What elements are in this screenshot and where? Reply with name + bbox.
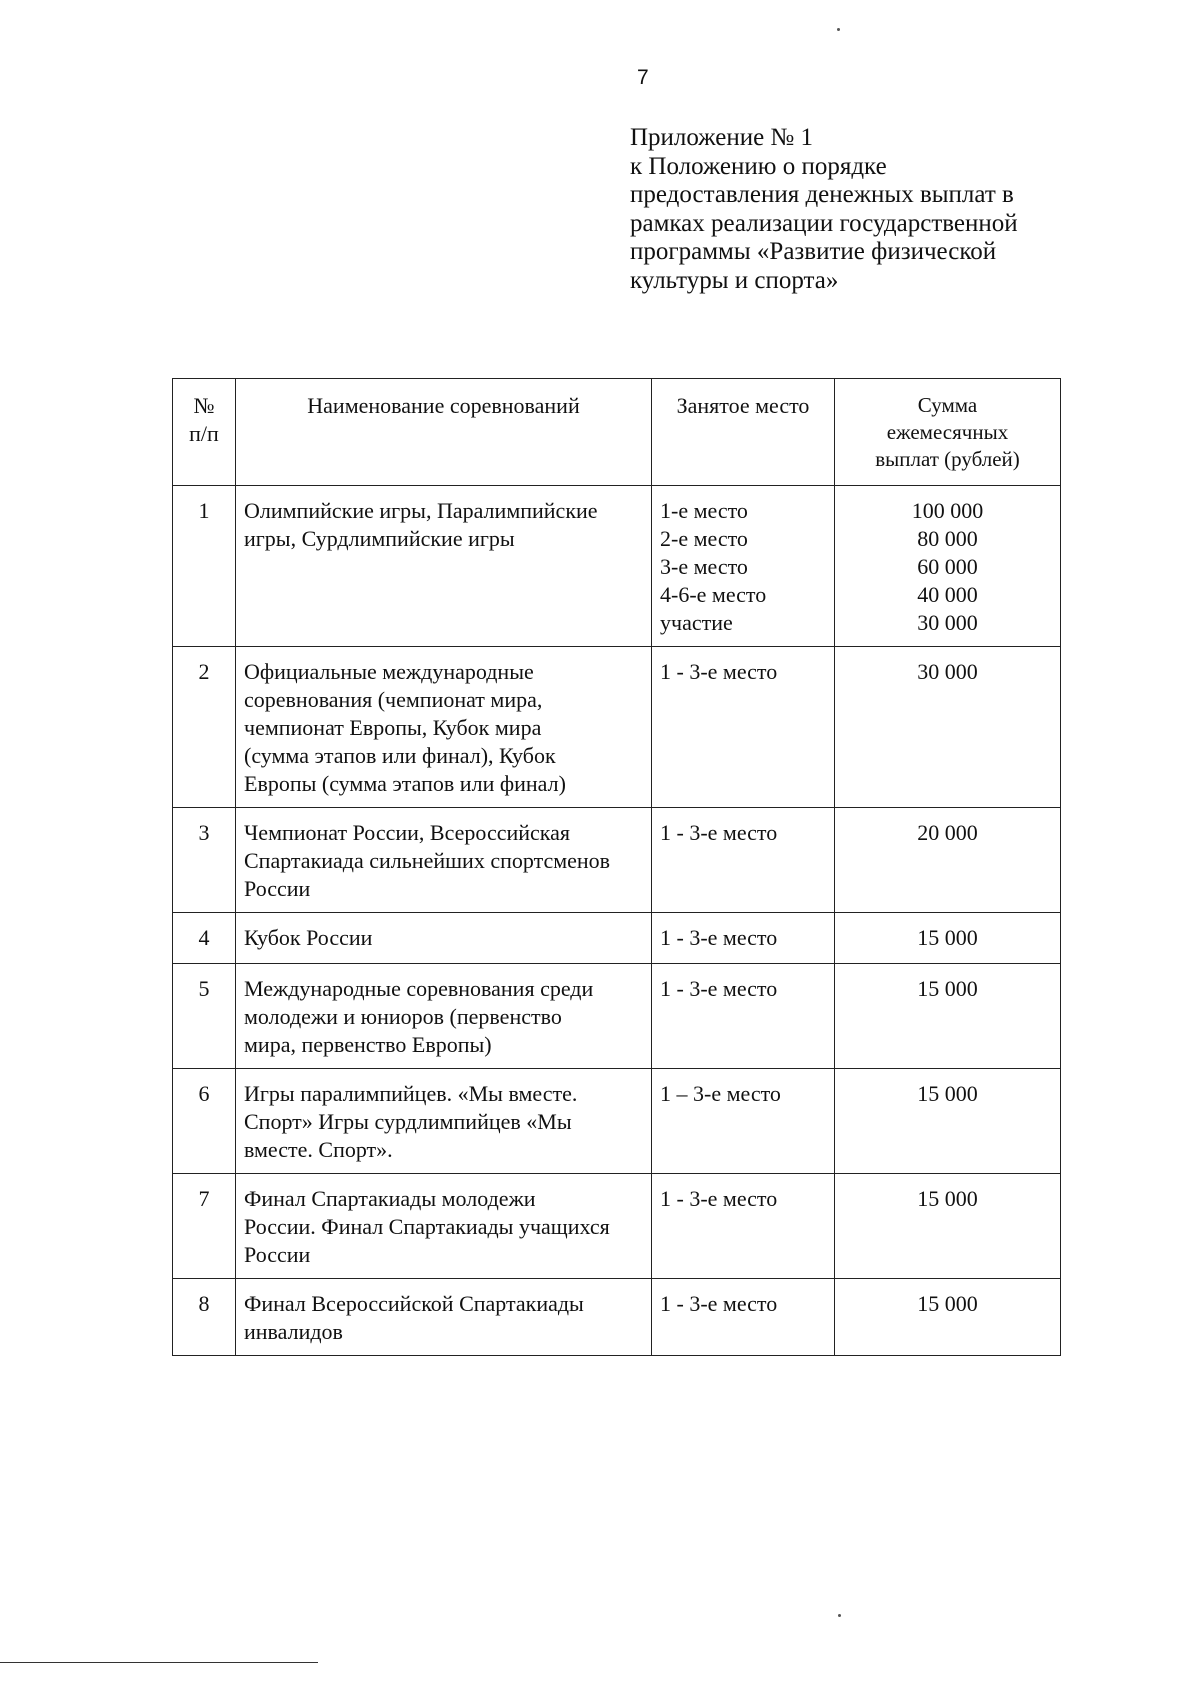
- competition-name-cell: [236, 808, 652, 913]
- appendix-line: культуры и спорта»: [630, 266, 839, 294]
- sum-cell: [835, 964, 1061, 1069]
- competition-name-line: Европы (сумма этапов или финал): [244, 771, 566, 796]
- competition-name-line: Спартакиада сильнейших спортсменов: [244, 848, 611, 873]
- page-number: 7: [637, 66, 649, 89]
- row-number: 7: [198, 1186, 210, 1211]
- row-number: 6: [198, 1081, 210, 1106]
- payments-table: [172, 378, 1061, 1356]
- table-row: [173, 808, 1061, 913]
- place-cell: [652, 808, 835, 913]
- competition-name-line: Олимпийские игры, Паралимпийские: [244, 498, 598, 523]
- place-value: 4-6-е место: [660, 582, 767, 607]
- place-cell: [652, 1174, 835, 1279]
- competition-name-line: России: [244, 1242, 311, 1267]
- sum-value: 30 000: [917, 610, 978, 635]
- header-number: [173, 379, 236, 486]
- appendix-heading: [630, 124, 1090, 295]
- header-place: [652, 379, 835, 486]
- place-value: 1 - 3-е место: [660, 1291, 778, 1316]
- row-number: 8: [198, 1291, 210, 1316]
- header-number-line: №: [193, 393, 215, 418]
- row-number-cell: [173, 913, 236, 964]
- competition-name-line: (сумма этапов или финал), Кубок: [244, 743, 556, 768]
- appendix-line: предоставления денежных выплат в: [630, 181, 1014, 208]
- place-value: 3-е место: [660, 554, 748, 579]
- place-value: 1 - 3-е место: [660, 1186, 778, 1211]
- sum-value: 20 000: [917, 820, 978, 845]
- place-value: 1-е место: [660, 498, 748, 523]
- competition-name-cell: [236, 1279, 652, 1356]
- header-sum-line: выплат (рублей): [875, 447, 1020, 471]
- footer-rule: [0, 1662, 318, 1663]
- row-number: 2: [198, 659, 210, 684]
- row-number-cell: [173, 964, 236, 1069]
- table-row: [173, 1069, 1061, 1174]
- competition-name-line: Международные соревнования среди: [244, 976, 594, 1001]
- table-row: [173, 486, 1061, 647]
- appendix-line: рамках реализации государственной: [630, 209, 1018, 237]
- place-cell: [652, 647, 835, 808]
- competition-name-line: молодежи и юниоров (первенство: [244, 1004, 562, 1029]
- sum-value: 15 000: [917, 1081, 978, 1106]
- competition-name-cell: [236, 1069, 652, 1174]
- row-number-cell: [173, 808, 236, 913]
- row-number-cell: [173, 647, 236, 808]
- competition-name-line: вместе. Спорт».: [244, 1137, 393, 1162]
- place-cell: [652, 1069, 835, 1174]
- scan-speck: [837, 28, 840, 31]
- competition-name-line: Официальные международные: [244, 659, 534, 684]
- competition-name-line: инвалидов: [244, 1319, 343, 1344]
- competition-name-line: мира, первенство Европы): [244, 1032, 492, 1057]
- place-cell: [652, 486, 835, 647]
- place-value: 1 - 3-е место: [660, 925, 778, 950]
- sum-value: 100 000: [911, 498, 984, 523]
- header-sum: [835, 379, 1061, 486]
- row-number: 4: [198, 925, 210, 950]
- competition-name-cell: [236, 1174, 652, 1279]
- place-cell: [652, 913, 835, 964]
- competition-name-line: Финал Спартакиады молодежи: [244, 1186, 536, 1211]
- row-number: 1: [198, 498, 210, 523]
- row-number-cell: [173, 1174, 236, 1279]
- competition-name-line: чемпионат Европы, Кубок мира: [244, 715, 542, 740]
- sum-value: 30 000: [917, 659, 978, 684]
- competition-name-line: Спорт» Игры сурдлимпийцев «Мы: [244, 1109, 572, 1134]
- table-row: [173, 964, 1061, 1069]
- place-value: 1 - 3-е место: [660, 976, 778, 1001]
- header-sum-line: Сумма: [917, 393, 978, 417]
- place-cell: [652, 964, 835, 1069]
- competition-name-cell: [236, 486, 652, 647]
- competition-name-cell: [236, 964, 652, 1069]
- place-cell: [652, 1279, 835, 1356]
- header-competition-name-text: Наименование соревнований: [307, 393, 580, 418]
- competition-name-line: игры, Сурдлимпийские игры: [244, 526, 515, 551]
- table-row: [173, 913, 1061, 964]
- competition-name-line: Чемпионат России, Всероссийская: [244, 820, 571, 845]
- sum-cell: [835, 486, 1061, 647]
- competition-name-cell: [236, 647, 652, 808]
- sum-value: 80 000: [917, 526, 978, 551]
- competition-name-line: Игры паралимпийцев. «Мы вместе.: [244, 1081, 578, 1106]
- competition-name-cell: [236, 913, 652, 964]
- table-row: [173, 1174, 1061, 1279]
- place-value: участие: [660, 610, 733, 635]
- sum-cell: [835, 808, 1061, 913]
- appendix-line: Приложение № 1: [630, 124, 814, 151]
- place-value: 1 - 3-е место: [660, 659, 778, 684]
- place-value: 1 – 3-е место: [660, 1081, 781, 1106]
- sum-value: 15 000: [917, 976, 978, 1001]
- competition-name-line: соревнования (чемпионат мира,: [244, 687, 543, 712]
- place-value: 1 - 3-е место: [660, 820, 778, 845]
- scan-speck: [838, 1614, 841, 1617]
- place-value: 2-е место: [660, 526, 748, 551]
- appendix-line: к Положению о порядке: [630, 152, 887, 180]
- sum-value: 60 000: [917, 554, 978, 579]
- header-sum-line: ежемесячных: [886, 420, 1009, 444]
- sum-value: 15 000: [917, 925, 978, 950]
- sum-value: 15 000: [917, 1186, 978, 1211]
- sum-value: 40 000: [917, 582, 978, 607]
- header-competition-name: [236, 379, 652, 486]
- row-number-cell: [173, 1279, 236, 1356]
- sum-cell: [835, 1174, 1061, 1279]
- sum-cell: [835, 1279, 1061, 1356]
- header-number-line: п/п: [189, 421, 219, 446]
- table-row: [173, 1279, 1061, 1356]
- table-row: [173, 647, 1061, 808]
- competition-name-line: Финал Всероссийской Спартакиады: [244, 1291, 584, 1316]
- sum-cell: [835, 647, 1061, 808]
- row-number: 3: [198, 820, 210, 845]
- appendix-line: программы «Развитие физической: [630, 238, 997, 265]
- competition-name-line: России. Финал Спартакиады учащихся: [244, 1214, 610, 1239]
- row-number-cell: [173, 486, 236, 647]
- sum-value: 15 000: [917, 1291, 978, 1316]
- row-number: 5: [198, 976, 210, 1001]
- sum-cell: [835, 913, 1061, 964]
- header-place-text: Занятое место: [676, 393, 810, 418]
- competition-name-line: России: [244, 876, 311, 901]
- competition-name-line: Кубок России: [244, 925, 373, 950]
- table-header-row: [173, 379, 1061, 486]
- sum-cell: [835, 1069, 1061, 1174]
- row-number-cell: [173, 1069, 236, 1174]
